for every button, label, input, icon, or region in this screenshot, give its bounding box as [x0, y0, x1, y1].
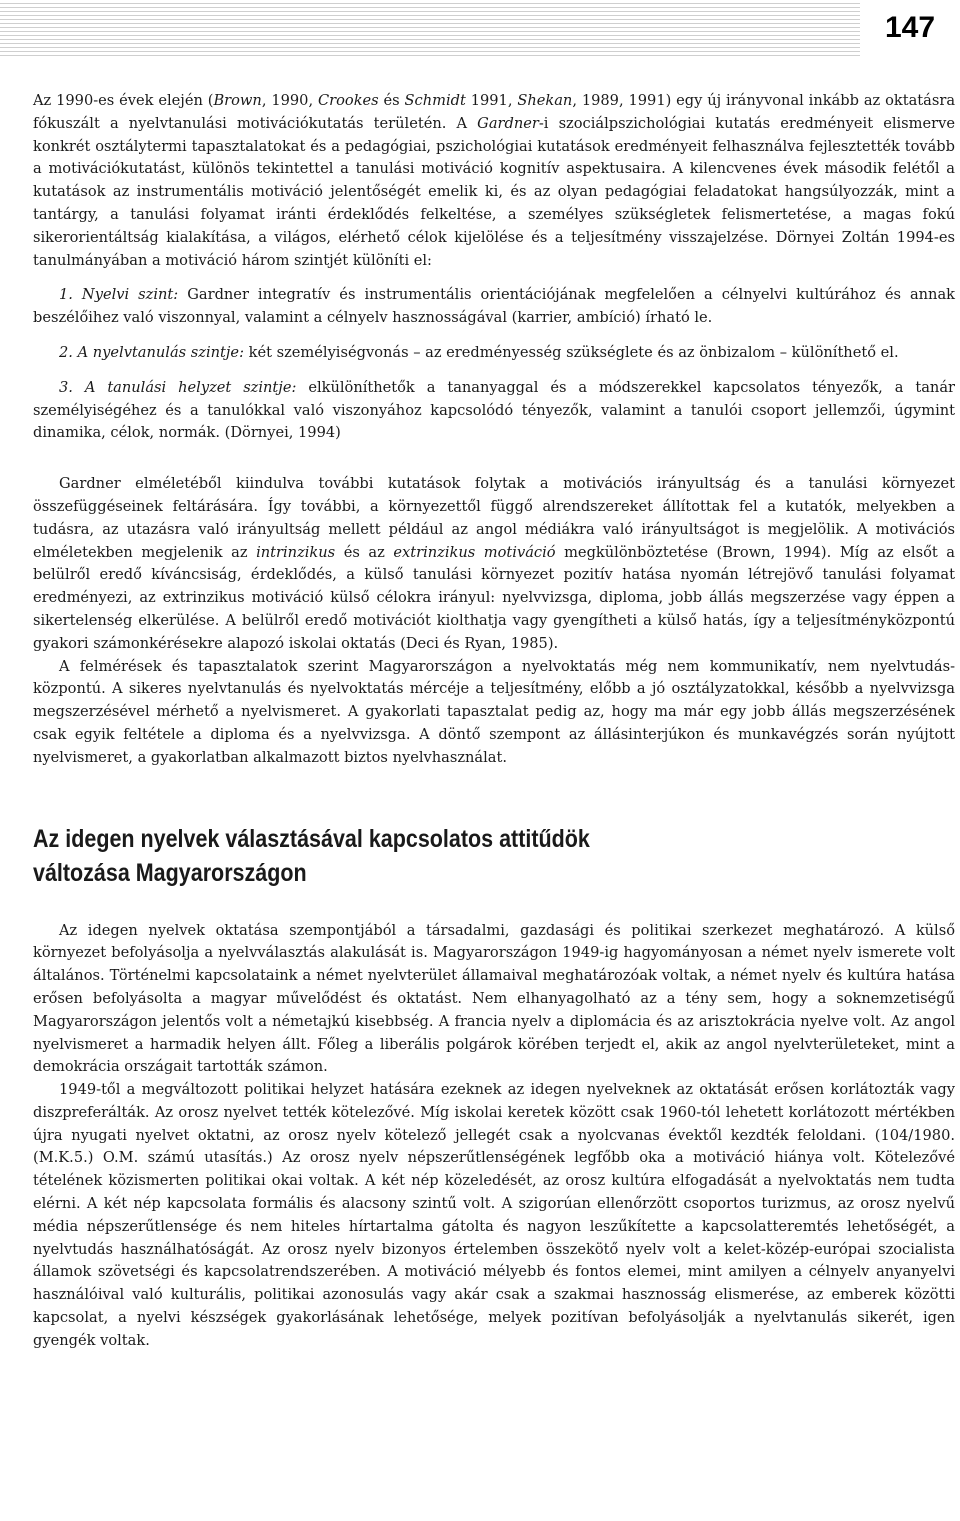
italic-name-crookes: Crookes — [317, 92, 379, 109]
text-run: megkülönböztetése (Brown, 1994). Míg az elsőt a belülről eredő kíváncsiság, érdeklődés, a külső tanulási környezet pozitív hatása nyomán létrejövő tanulási folyamat eredményezi, az extrinzikus motiváció külső célokra irányul: nyelvvizsga, diploma, jobb állás megszerzése vagy éppen a sikertelenség elkerülése. A belülről eredő motivációt kiolthatja vagy gyengítheti a külső hatás, így a teljesítményközpontú gyakori számonkérésekre alapozó iskolai oktatás (Deci és Ryan, 1985). — [33, 543, 956, 652]
list-item-label: 1. Nyelvi szint: — [59, 286, 179, 304]
list-item-label: 2. A nyelvtanulás szintje: — [59, 343, 244, 361]
text-run: Gardner elméletéből kiindulva további kutatások folytak a motivációs irányultság és a tanulási környezet összefüggéseinek feltárására. Így további, a környezettől függő alrendszereket állítottak fel a kutatók, melyekben a tudásra, az utazásra való irányultság mellett például az angol médiákra való irányultságot is megjelölik. A motivációs elméletekben megjelenik az — [33, 475, 955, 561]
page-content — [33, 90, 955, 1353]
paragraph-1949-policy: 1949-től a megváltozott politikai helyzet hatására ezeknek az idegen nyelveknek az oktatását erősen korlátozták vagy diszpreferálták. Az orosz nyelvet tették kötelezővé. Míg iskolai keretek között csak 1960-tól lehetett korlátozott mértékben újra nyugati nyelvet oktatni, az orosz nyelv kötelező jellegét csak a nyolcvanas évektől kezdték feloldani. (104/1980. (M.K.5.) O.M. számú utasítás.) Az orosz nyelv népszerűtlenségének legfőbb oka a motiváció hiánya volt. Kötelezővé tételének közismerten politikai okai voltak. A két nép közeledését, az orosz kultúra elfogadását a nyelvoktatás nem tudta elérni. A két nép kapcsolata formális és alacsony szintű volt. A szigorúan ellenőrzött csoportos turizmus, az orosz nyelvű média népszerűtlensége és nem hiteles hírtartalma gátolta és nagyon leszűkítette a kapcsolatteremtés lehetőségét, a nyelvtudás használhatóságát. Az orosz nyelv bizonyos értelemben összekötő nyelv volt a kelet-közép-európai szocialista államok szövetségi és kapcsolatrendszerében. A motiváció mélyebb és fontos elemei, mint amilyen a célnyelv anyanyelvi használóival való kulturális, politikai azonosulás vagy akár csak a szakmai hasznosság elismerése, az emberek közötti kapcsolat, a nyelvi készségek gyakorlásának lehetősége, melyek pozitívan befolyásolják a nyelvtanulás sikerét, igen gyengék voltak. — [33, 1081, 955, 1349]
text-run: -i szociálpszichológiai kutatás eredményeit elismerve konkrét osztálytermi tapasztalatokat és a pedagógiai, pszichológiai kutatások eredményeit felhasználva fejlesztették tovább a motivációkutatást, különös tekintettel a tanulási motiváció kognitív aspektusaira. A kilencvenes évek második felétől a kutatások az instrumentális motiváció jelentőségét emelik ki, és az olyan pedagógiai feladatokat hangsúlyozzák, mint a tantárgy, a tanulási folyamat iránti érdeklődés felkeltése, a személyes szükségletek felismertetése, a magas fokú sikerorientáltság kialakítása, a világos, elérhető célok kijelölése és a teljesítmény visszajelzése. Dörnyei Zoltán 1994-es tanulmányában a motiváció három szintjét különíti el: — [33, 114, 955, 269]
italic-name-gardner: Gardner — [477, 114, 539, 132]
text-run: 1991, — [465, 92, 518, 109]
italic-term-extrinzikus: extrinzikus motiváció — [393, 543, 556, 561]
paragraph-gardner-research — [33, 473, 955, 655]
italic-name-brown: Brown — [213, 92, 262, 109]
heading-line-2: változása Magyarországon — [33, 858, 307, 887]
italic-name-schmidt: Schmidt — [404, 92, 466, 109]
text-run: , 1989, 1991) egy új irányvonal inkább az oktatásra fókuszált a nyelvtanulási motivációkutatás területén. A — [33, 92, 956, 132]
header-stripe-band — [0, 0, 860, 56]
list-item-text: két személyiségvonás – az eredményesség szükséglete és az önbizalom – különíthető el. — [243, 343, 899, 361]
italic-term-intrinzikus: intrinzikus — [256, 543, 336, 561]
list-item-label: 3. A tanulási helyzet szintje: — [59, 378, 297, 396]
paragraph-intro — [33, 90, 955, 272]
heading-line-1: Az idegen nyelvek választásával kapcsolatos attitűdök — [33, 824, 590, 853]
text-run: , 1990, — [261, 92, 318, 109]
section-heading — [33, 822, 936, 890]
list-item-level-1 — [33, 284, 955, 330]
text-run: Az 1990-es évek elején ( — [33, 92, 214, 109]
page-number: 147 — [860, 0, 960, 56]
list-item-text: Gardner integratív és instrumentális orientációjának megfelelően a célnyelvi kultúrához és annak beszélőihez való viszonnyal, valamint a célnyelv hasznosságával (karrier, ambíció) írható le. — [33, 286, 955, 327]
list-item-level-2 — [33, 342, 955, 365]
list-item-level-3 — [33, 377, 955, 445]
text-run: és — [378, 92, 405, 109]
list-item-text: elkülöníthetők a tananyaggal és a módszerekkel kapcsolatos tényezők, a tanár személyiségéhez és a tanulókkal való viszonyához kapcsolódó tényezők, valamint a tanulói csoport jellemzői, úgymint dinamika, célok, normák. (Dörnyei, 1994) — [33, 378, 956, 442]
italic-name-shekan: Shekan — [517, 92, 573, 109]
text-run: és az — [335, 543, 394, 561]
paragraph-surveys: A felmérések és tapasztalatok szerint Magyarországon a nyelvoktatás még nem kommunikatív, nem nyelvtudás-központú. A sikeres nyelvtanulás és nyelvoktatás mércéje a teljesítmény, előbb a jó osztályzatokkal, később a nyelvvizsga megszerzésével mérhető a nyelvismeret. A gyakorlati tapasztalat pedig az, hogy ma már egy jobb állás megszerzésének csak egyik feltétele a diploma és a nyelvvizsga. A döntő szempont az állásinterjúkon és munkavégzés során nyújtott nyelvismeret, a gyakorlatban alkalmazott biztos nyelvhasználat. — [33, 657, 955, 766]
paragraph-language-choice: Az idegen nyelvek oktatása szempontjából a társadalmi, gazdasági és politikai szerkezet meghatározó. A külső környezet befolyásolja a nyelvválasztás alakulását is. Magyarországon 1949-ig hagyományosan a német nyelv ismerete volt általános. Történelmi kapcsolataink a német nyelvterület államaival meghatározóak voltak, a német nyelv és kultúra hatása erősen befolyásolta a magyar művelődést és oktatást. Nem elhanyagolható az a tény sem, hogy a soknemzetiségű Magyarországon jelentős volt a németajkú kisebbség. A francia nyelv a diplomácia és az arisztokrácia nyelve volt. Az angol nyelvismeret a harmadik helyen állt. Főleg a liberális polgárok körében terjedt el, akik az angol nyelvterületeket, mint a demokrácia országait tartották számon. — [33, 921, 955, 1076]
